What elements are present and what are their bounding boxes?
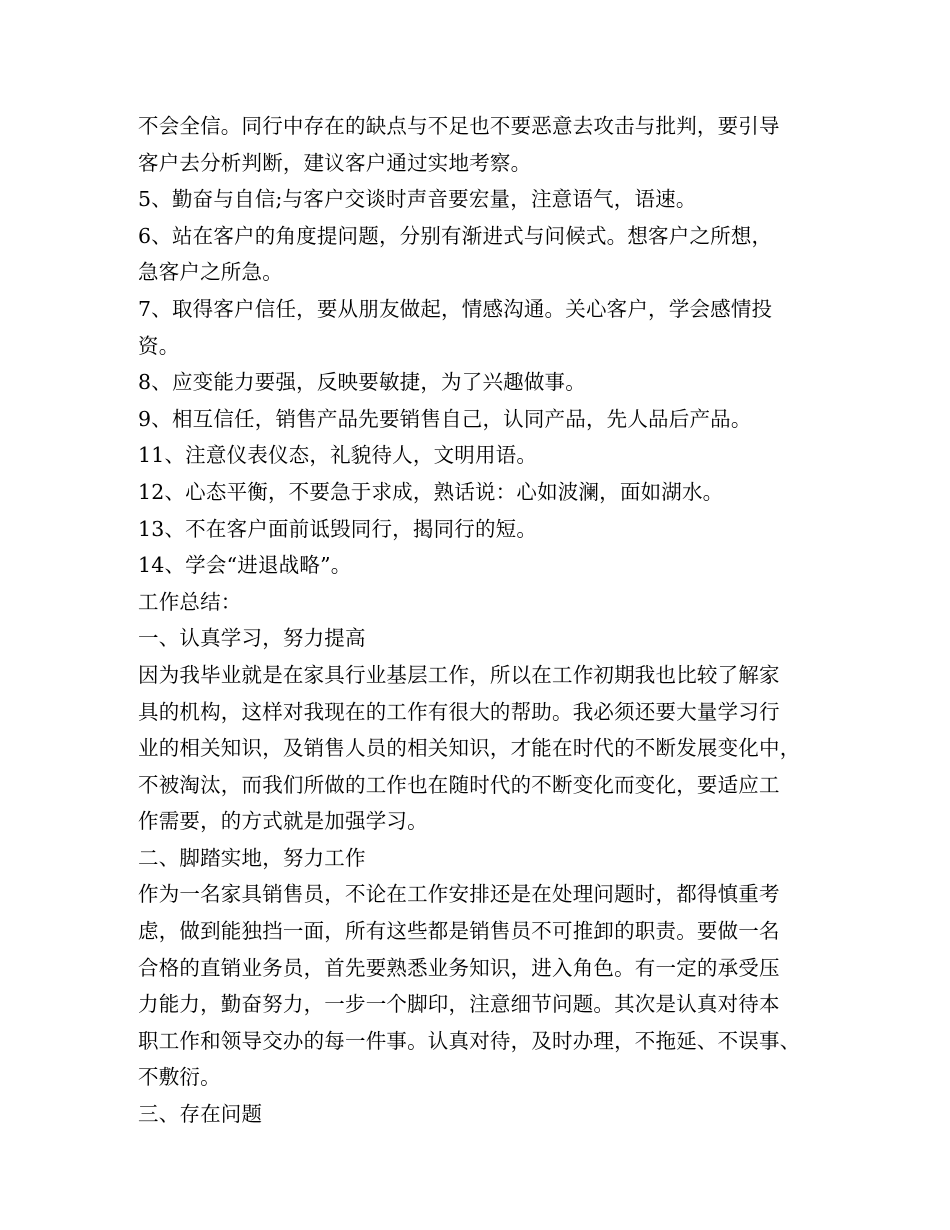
list-item-14: 14、学会“进退战略”。	[138, 553, 352, 578]
paragraph-line: 具的机构，这样对我现在的工作有很大的帮助。我必须还要大量学习行	[138, 699, 780, 724]
list-item-9: 9、相互信任，销售产品先要销售自己，认同产品，先人品后产品。	[138, 406, 752, 431]
document-body	[138, 108, 828, 1133]
paragraph-line: 职工作和领导交办的每一件事。认真对待，及时办理，不拖延、不误事、	[138, 1028, 801, 1053]
text-line: 急客户之所急。	[138, 260, 283, 285]
section-heading-work-summary: 工作总结：	[138, 589, 242, 614]
paragraph-line: 合格的直销业务员，首先要熟悉业务知识，进入角色。有一定的承受压	[138, 955, 780, 980]
section-heading-3: 三、存在问题	[138, 1102, 263, 1127]
paragraph-line: 作为一名家具销售员，不论在工作安排还是在处理问题时，都得慎重考	[138, 882, 780, 907]
section-heading-1: 一、认真学习，努力提高	[138, 626, 366, 651]
list-item-6: 6、站在客户的角度提问题，分别有渐进式与问候式。想客户之所想，	[138, 223, 773, 248]
paragraph-line: 不敷衍。	[138, 1065, 221, 1090]
list-item-8: 8、应变能力要强，反映要敏捷，为了兴趣做事。	[138, 370, 586, 395]
list-item-11: 11、注意仪表仪态，礼貌待人，文明用语。	[138, 443, 538, 468]
section-heading-2: 二、脚踏实地，努力工作	[138, 845, 366, 870]
paragraph-line: 力能力，勤奋努力，一步一个脚印，注意细节问题。其次是认真对待本	[138, 992, 780, 1017]
text-line: 资。	[138, 333, 180, 358]
paragraph-line: 业的相关知识，及销售人员的相关知识，才能在时代的不断发展变化中，	[138, 736, 801, 761]
paragraph-line: 虑，做到能独挡一面，所有这些都是销售员不可推卸的职责。要做一名	[138, 919, 780, 944]
paragraph-line: 不被淘汰，而我们所做的工作也在随时代的不断变化而变化，要适应工	[138, 772, 780, 797]
list-item-13: 13、不在客户面前诋毁同行，揭同行的短。	[138, 516, 538, 541]
paragraph-line: 因为我毕业就是在家具行业基层工作，所以在工作初期我也比较了解家	[138, 662, 780, 687]
list-item-12: 12、心态平衡，不要急于求成，熟话说：心如波澜，面如湖水。	[138, 479, 724, 504]
list-item-5: 5、勤奋与自信;与客户交谈时声音要宏量，注意语气，语速。	[138, 187, 697, 212]
paragraph-line: 作需要，的方式就是加强学习。	[138, 809, 428, 834]
text-line: 不会全信。同行中存在的缺点与不足也不要恶意去攻击与批判，要引导	[138, 114, 780, 138]
list-item-7: 7、取得客户信任，要从朋友做起，情感沟通。关心客户，学会感情投	[138, 296, 773, 321]
text-line: 客户去分析判断，建议客户通过实地考察。	[138, 150, 532, 175]
